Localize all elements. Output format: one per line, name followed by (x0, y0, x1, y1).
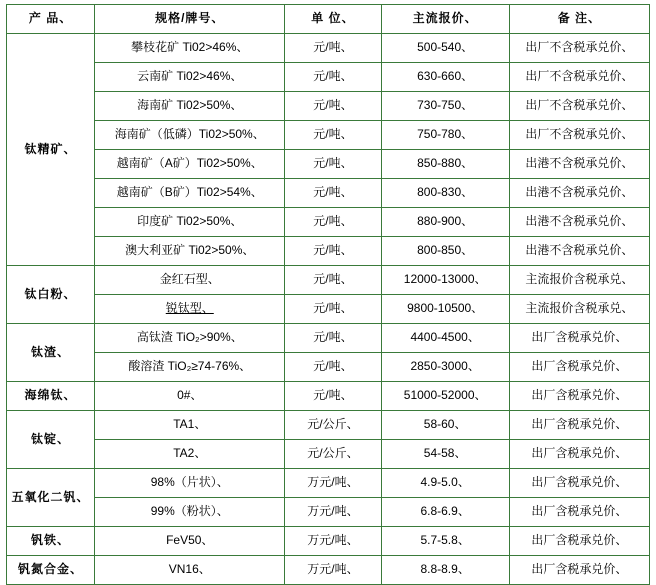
price-cell: 750-780、 (381, 121, 509, 150)
price-cell: 6.8-6.9、 (381, 498, 509, 527)
column-header-price: 主流报价、 (381, 5, 509, 34)
spec-cell: 攀枝花矿 Ti02>46%、 (95, 34, 285, 63)
spec-cell: 云南矿 Ti02>46%、 (95, 63, 285, 92)
spec-cell: 酸溶渣 TiO₂≥74-76%、 (95, 353, 285, 382)
spec-cell: VN16、 (95, 556, 285, 585)
column-header-unit: 单 位、 (285, 5, 381, 34)
note-cell: 出厂含税承兑价、 (509, 411, 649, 440)
unit-cell: 万元/吨、 (285, 527, 381, 556)
spec-cell: TA1、 (95, 411, 285, 440)
price-cell: 500-540、 (381, 34, 509, 63)
spec-cell: 99%（粉状）、 (95, 498, 285, 527)
price-cell: 12000-13000、 (381, 266, 509, 295)
note-cell: 出厂含税承兑价、 (509, 498, 649, 527)
unit-cell: 元/吨、 (285, 63, 381, 92)
table-header-row (7, 5, 650, 34)
price-cell: 51000-52000、 (381, 382, 509, 411)
table-row (7, 382, 650, 411)
spec-cell: FeV50、 (95, 527, 285, 556)
table-header (7, 5, 650, 34)
note-cell: 出厂含税承兑价、 (509, 353, 649, 382)
unit-cell: 元/吨、 (285, 353, 381, 382)
table-row (7, 440, 650, 469)
note-cell: 出厂不含税承兑价、 (509, 121, 649, 150)
spec-cell: 高钛渣 TiO₂>90%、 (95, 324, 285, 353)
unit-cell: 万元/吨、 (285, 469, 381, 498)
price-cell: 54-58、 (381, 440, 509, 469)
price-cell: 880-900、 (381, 208, 509, 237)
table-row (7, 498, 650, 527)
unit-cell: 元/公斤、 (285, 411, 381, 440)
table-row (7, 92, 650, 121)
table-row (7, 150, 650, 179)
product-category-cell: 钛精矿、 (7, 34, 95, 266)
column-header-product: 产 品、 (7, 5, 95, 34)
price-cell: 850-880、 (381, 150, 509, 179)
unit-cell: 元/吨、 (285, 121, 381, 150)
price-cell: 9800-10500、 (381, 295, 509, 324)
table-row (7, 324, 650, 353)
table-row (7, 237, 650, 266)
unit-cell: 元/吨、 (285, 295, 381, 324)
price-cell: 4.9-5.0、 (381, 469, 509, 498)
price-cell: 730-750、 (381, 92, 509, 121)
note-cell: 出厂含税承兑价、 (509, 382, 649, 411)
spec-cell: TA2、 (95, 440, 285, 469)
table-row (7, 63, 650, 92)
price-cell: 4400-4500、 (381, 324, 509, 353)
spec-cell: 98%（片状）、 (95, 469, 285, 498)
price-cell: 5.7-5.8、 (381, 527, 509, 556)
spec-cell: 澳大利亚矿 Ti02>50%、 (95, 237, 285, 266)
column-header-spec: 规格/牌号、 (95, 5, 285, 34)
note-cell: 出港不含税承兑价、 (509, 208, 649, 237)
note-cell: 出厂含税承兑价、 (509, 469, 649, 498)
note-cell: 出港不含税承兑价、 (509, 237, 649, 266)
unit-cell: 元/吨、 (285, 179, 381, 208)
note-cell: 主流报价含税承兑、 (509, 295, 649, 324)
spec-cell: 海南矿 Ti02>50%、 (95, 92, 285, 121)
unit-cell: 元/吨、 (285, 150, 381, 179)
unit-cell: 元/吨、 (285, 382, 381, 411)
column-header-note: 备 注、 (509, 5, 649, 34)
price-cell: 630-660、 (381, 63, 509, 92)
spec-cell: 0#、 (95, 382, 285, 411)
product-category-cell: 钒氮合金、 (7, 556, 95, 585)
note-cell: 主流报价含税承兑、 (509, 266, 649, 295)
table-row (7, 411, 650, 440)
unit-cell: 元/吨、 (285, 208, 381, 237)
price-cell: 800-830、 (381, 179, 509, 208)
note-cell: 出港不含税承兑价、 (509, 179, 649, 208)
note-cell: 出厂不含税承兑价、 (509, 63, 649, 92)
table-row (7, 556, 650, 585)
note-cell: 出厂不含税承兑价、 (509, 34, 649, 63)
table-row (7, 353, 650, 382)
unit-cell: 元/吨、 (285, 237, 381, 266)
product-category-cell: 钛白粉、 (7, 266, 95, 324)
table-row (7, 121, 650, 150)
note-cell: 出港不含税承兑价、 (509, 150, 649, 179)
product-category-cell: 海绵钛、 (7, 382, 95, 411)
unit-cell: 元/吨、 (285, 266, 381, 295)
table-row (7, 208, 650, 237)
unit-cell: 万元/吨、 (285, 498, 381, 527)
product-category-cell: 钒铁、 (7, 527, 95, 556)
spec-cell: 越南矿（B矿）Ti02>54%、 (95, 179, 285, 208)
table-row (7, 179, 650, 208)
price-cell: 800-850、 (381, 237, 509, 266)
table-row (7, 469, 650, 498)
spec-cell: 金红石型、 (95, 266, 285, 295)
spec-cell: 锐钛型、 (95, 295, 285, 324)
table-body (7, 34, 650, 585)
product-category-cell: 五氧化二钒、 (7, 469, 95, 527)
spec-cell: 印度矿 Ti02>50%、 (95, 208, 285, 237)
product-category-cell: 钛渣、 (7, 324, 95, 382)
note-cell: 出厂含税承兑价、 (509, 556, 649, 585)
unit-cell: 元/公斤、 (285, 440, 381, 469)
note-cell: 出厂含税承兑价、 (509, 527, 649, 556)
table-row (7, 295, 650, 324)
unit-cell: 元/吨、 (285, 34, 381, 63)
unit-cell: 元/吨、 (285, 324, 381, 353)
product-category-cell: 钛锭、 (7, 411, 95, 469)
table-row (7, 527, 650, 556)
note-cell: 出厂不含税承兑价、 (509, 92, 649, 121)
unit-cell: 元/吨、 (285, 92, 381, 121)
table-row (7, 34, 650, 63)
note-cell: 出厂含税承兑价、 (509, 440, 649, 469)
spec-cell: 越南矿（A矿）Ti02>50%、 (95, 150, 285, 179)
spec-cell: 海南矿（低磷）Ti02>50%、 (95, 121, 285, 150)
titanium-price-table (6, 4, 650, 585)
price-cell: 8.8-8.9、 (381, 556, 509, 585)
note-cell: 出厂含税承兑价、 (509, 324, 649, 353)
unit-cell: 万元/吨、 (285, 556, 381, 585)
price-cell: 2850-3000、 (381, 353, 509, 382)
table-row (7, 266, 650, 295)
price-cell: 58-60、 (381, 411, 509, 440)
